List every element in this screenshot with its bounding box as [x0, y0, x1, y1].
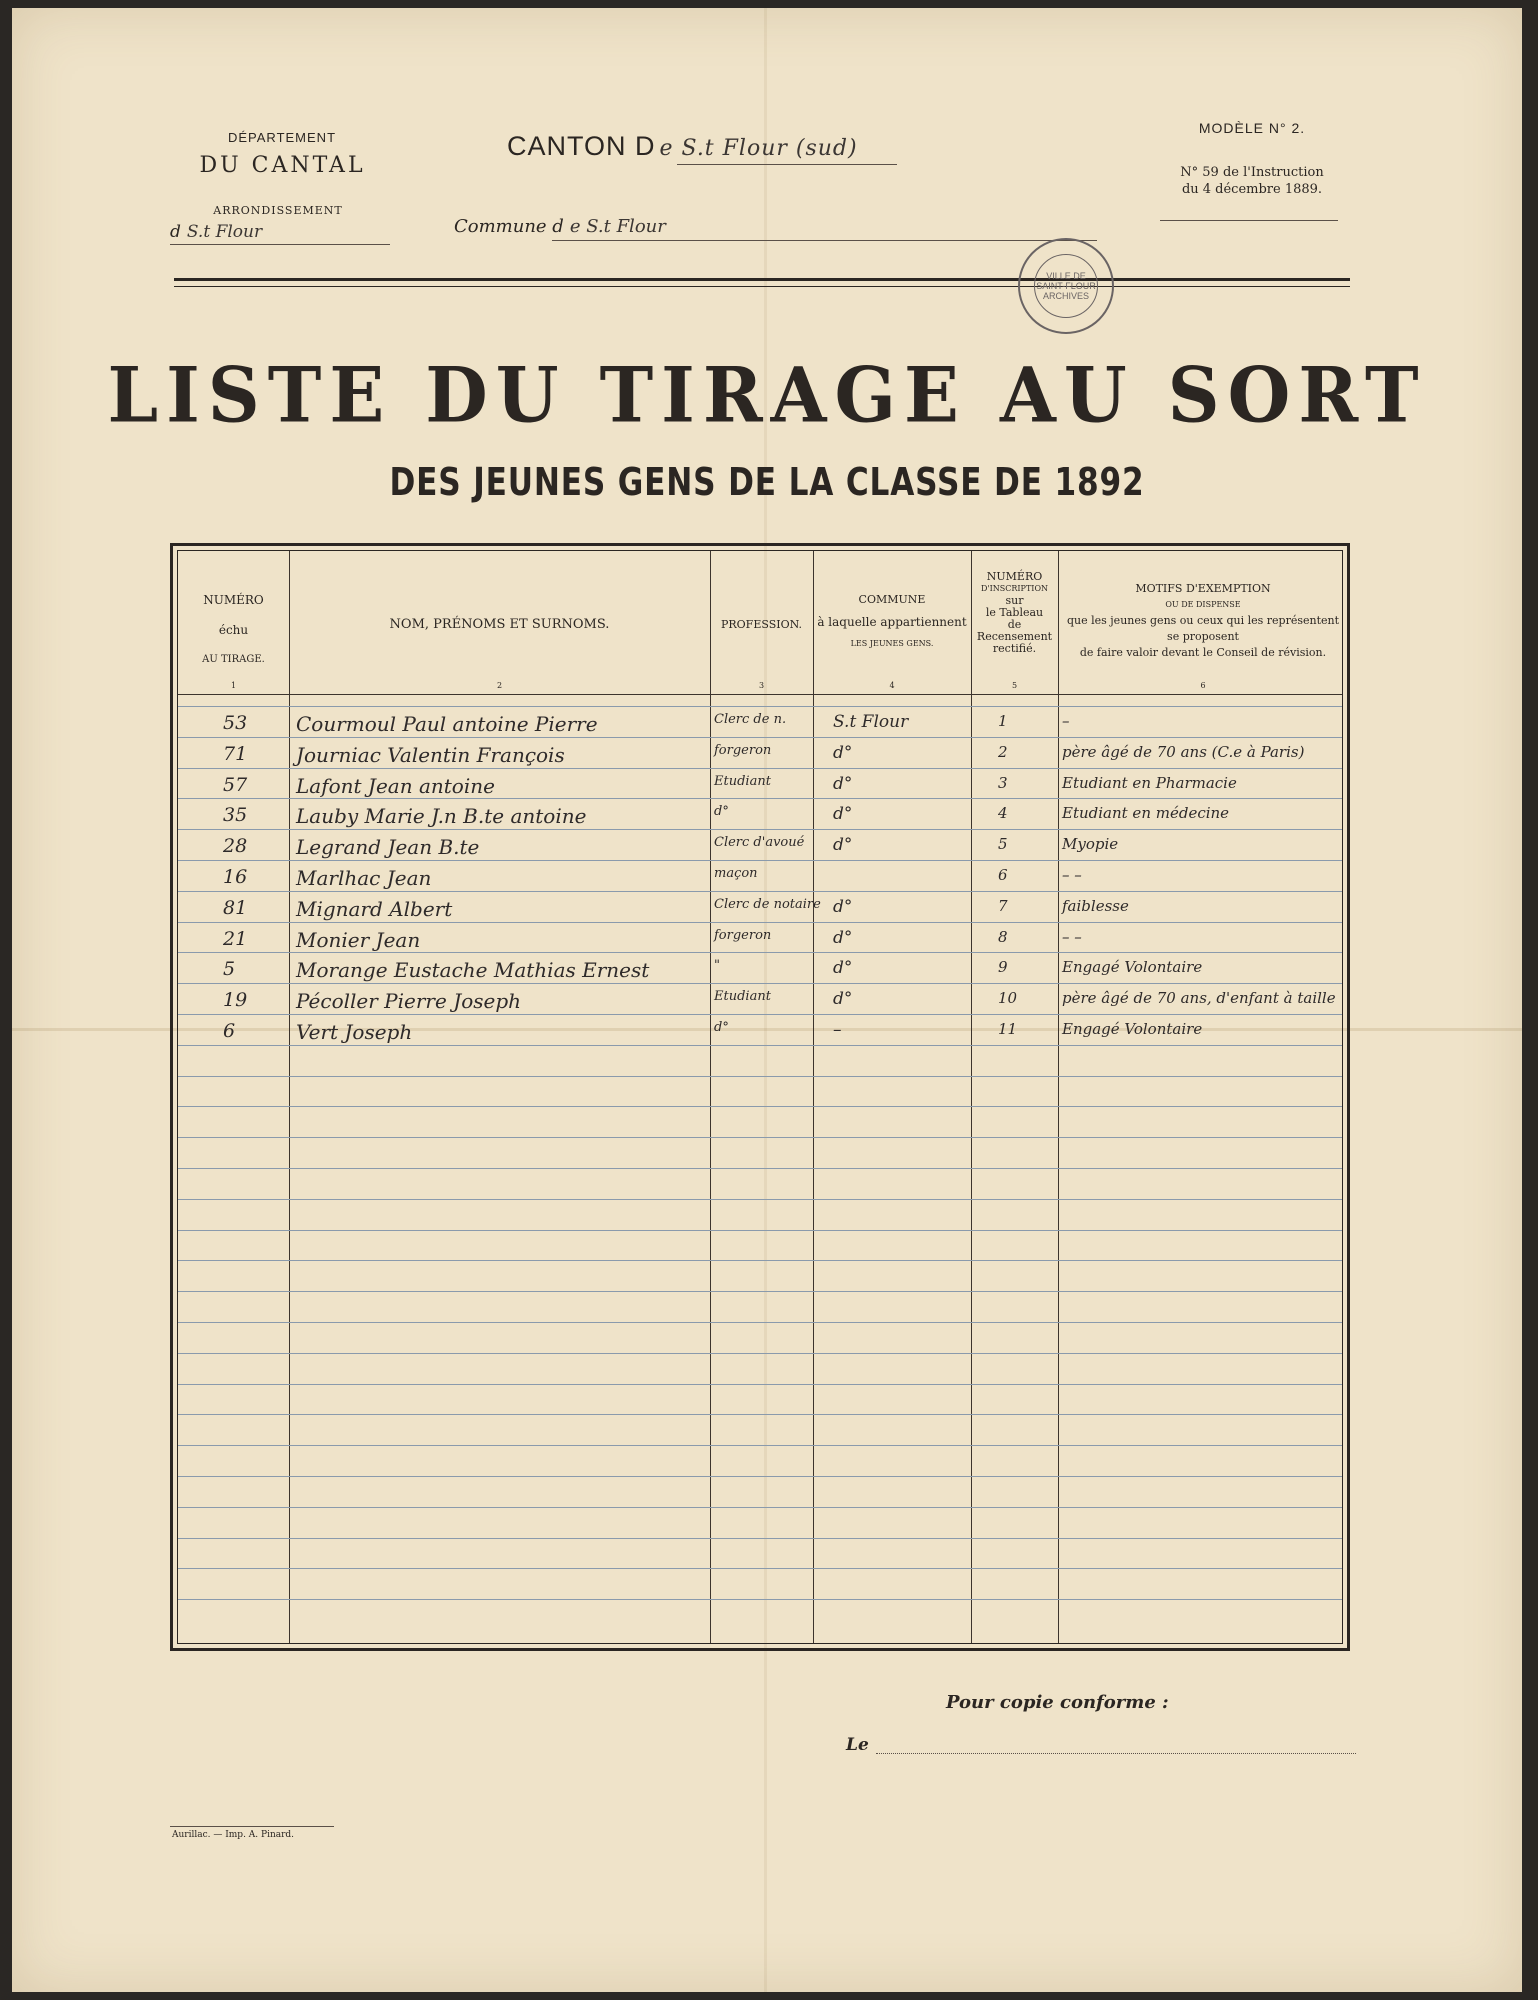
- cell-insc: 4: [998, 804, 1008, 822]
- table-row: [178, 710, 1342, 741]
- cell-num: 28: [223, 835, 248, 857]
- ruled-line: [178, 1476, 1342, 1477]
- col-header-commune-3: LES JEUNES GENS.: [850, 639, 934, 648]
- col-header-inscription-6: Recensement: [976, 630, 1053, 643]
- cell-name: Mignard Albert: [296, 897, 453, 921]
- cell-num: 81: [223, 897, 248, 919]
- ruled-line: [178, 1322, 1342, 1323]
- table-row: [178, 833, 1342, 864]
- cell-num: 5: [223, 958, 236, 980]
- table-row: [178, 741, 1342, 772]
- instruction-underline: [1160, 220, 1338, 221]
- col-header-inscription-3: sur: [1005, 594, 1024, 607]
- cell-comm: d°: [833, 989, 853, 1009]
- ruled-line: [178, 1137, 1342, 1138]
- table-row: [178, 864, 1342, 895]
- cell-comm: d°: [833, 774, 853, 794]
- ruled-line: [178, 1445, 1342, 1446]
- ruled-line: [178, 1260, 1342, 1261]
- cell-num: 19: [223, 989, 248, 1011]
- ruled-line: [178, 1538, 1342, 1539]
- cell-comm: d°: [833, 743, 853, 763]
- canton-value: e S.t Flour (sud): [659, 136, 858, 161]
- table-row: [178, 802, 1342, 833]
- cell-name: Marlhac Jean: [296, 866, 432, 890]
- ruled-line: [178, 1414, 1342, 1415]
- col-number-2: 2: [496, 681, 503, 690]
- cell-insc: 8: [998, 928, 1008, 946]
- cell-num: 35: [223, 804, 248, 826]
- cell-name: Courmoul Paul antoine Pierre: [296, 712, 598, 736]
- archive-stamp-text: VILLE DE SAINT-FLOUR ARCHIVES: [1034, 254, 1098, 318]
- cell-insc: 1: [998, 712, 1008, 730]
- cell-name: Vert Joseph: [296, 1020, 413, 1044]
- ruled-line: [178, 1384, 1342, 1385]
- table-row: [178, 1018, 1342, 1049]
- col-header-motifs-5: de faire valoir devant le Conseil de révision.: [1079, 646, 1327, 659]
- commune-label: Commune d: [454, 216, 564, 237]
- cell-motif: faiblesse: [1062, 897, 1129, 915]
- instruction-reference: [1152, 164, 1352, 198]
- cell-comm: d°: [833, 897, 853, 917]
- col-header-inscription-1: NUMÉRO: [986, 570, 1043, 583]
- ruled-line: [178, 1599, 1342, 1600]
- instruction-line-1: N° 59 de l'Instruction: [1180, 165, 1324, 180]
- cell-num: 16: [223, 866, 248, 888]
- col-header-motifs-2: OU DE DISPENSE: [1165, 600, 1241, 609]
- cell-motif: Engagé Volontaire: [1062, 1020, 1203, 1038]
- cell-comm: d°: [833, 958, 853, 978]
- imprint-rule: [170, 1826, 334, 1827]
- register-table-inner: [177, 550, 1343, 1644]
- col-header-motifs-1: MOTIFS D'EXEMPTION: [1135, 582, 1271, 595]
- col-header-profession: PROFESSION.: [720, 618, 803, 631]
- cell-motif: – –: [1062, 866, 1082, 884]
- cell-num: 6: [223, 1020, 236, 1042]
- ruled-line: [178, 1076, 1342, 1077]
- cell-prof: Etudiant: [714, 989, 771, 1004]
- cell-prof: forgeron: [714, 743, 772, 758]
- cell-prof: maçon: [714, 866, 758, 881]
- document-subtitle: DES JEUNES GENS DE LA CLASSE DE 1892: [389, 460, 1145, 504]
- printer-imprint: Aurillac. — Imp. A. Pinard.: [172, 1830, 295, 1840]
- cell-motif: – –: [1062, 928, 1082, 946]
- cell-prof: Clerc de notaire: [714, 897, 821, 912]
- commune-underline: [552, 240, 1097, 241]
- cell-motif: –: [1062, 712, 1070, 730]
- ruled-line: [178, 1230, 1342, 1231]
- cell-num: 57: [223, 774, 248, 796]
- cell-insc: 2: [998, 743, 1008, 761]
- table-row: [178, 895, 1342, 926]
- arrondissement-prefix: d: [170, 222, 181, 242]
- cell-prof: d°: [714, 1020, 729, 1035]
- arrondissement-value: S.t Flour: [186, 222, 263, 242]
- date-label: Le: [846, 1735, 869, 1755]
- cell-motif: Etudiant en médecine: [1062, 804, 1230, 822]
- cell-name: Lafont Jean antoine: [296, 774, 495, 798]
- col-number-1: 1: [230, 681, 237, 690]
- canton-label: CANTON D: [507, 131, 656, 161]
- cell-prof: Clerc de n.: [714, 712, 787, 727]
- cell-name: Journiac Valentin François: [296, 743, 565, 767]
- col-header-commune: [813, 589, 971, 655]
- col-header-commune-2: à laquelle appartiennent: [817, 615, 967, 629]
- document-title: LISTE DU TIRAGE AU SORT: [107, 349, 1427, 440]
- ruled-line: [178, 1507, 1342, 1508]
- table-row: [178, 772, 1342, 803]
- date-line: [876, 1753, 1356, 1754]
- ruled-line: [178, 1168, 1342, 1169]
- col-header-motifs-3: que les jeunes gens ou ceux qui les représentent: [1066, 614, 1340, 627]
- cell-prof: forgeron: [714, 928, 772, 943]
- canton-field: [507, 131, 858, 162]
- cell-motif: père âgé de 70 ans, d'enfant à taille: [1062, 989, 1336, 1007]
- col-number-6: 6: [1200, 681, 1206, 690]
- commune-value: e S.t Flour: [569, 216, 666, 237]
- col-header-numero: [178, 585, 289, 675]
- cell-insc: 3: [998, 774, 1008, 792]
- cell-insc: 9: [998, 958, 1008, 976]
- col-number-4: 4: [889, 681, 895, 690]
- col-header-inscription-2: D'INSCRIPTION: [981, 584, 1048, 593]
- col-header-inscription-4: le Tableau: [985, 606, 1044, 619]
- col-header-motifs-4: se proposent: [1167, 630, 1239, 643]
- departement-label: DÉPARTEMENT: [227, 130, 337, 145]
- cell-comm: –: [833, 1020, 842, 1040]
- col-header-numero-3: AU TIRAGE.: [202, 654, 265, 665]
- table-row: [178, 926, 1342, 957]
- ruled-line: [178, 706, 1342, 707]
- instruction-line-2: du 4 décembre 1889.: [1181, 182, 1323, 197]
- header-rule-thin: [174, 286, 1350, 287]
- cell-motif: Etudiant en Pharmacie: [1062, 774, 1237, 792]
- cell-comm: d°: [833, 928, 853, 948]
- copie-conforme-label: Pour copie conforme :: [946, 1692, 1169, 1713]
- departement-name: DU CANTAL: [199, 153, 366, 178]
- modele-number: MODÈLE N° 2.: [1198, 120, 1306, 136]
- ruled-line: [178, 1568, 1342, 1569]
- col-header-nom: NOM, PRÉNOMS ET SURNOMS.: [389, 617, 610, 632]
- cell-name: Monier Jean: [296, 928, 421, 952]
- cell-insc: 7: [998, 897, 1008, 915]
- register-table: [170, 543, 1350, 1651]
- col-header-numero-1: NUMÉRO: [203, 593, 264, 607]
- cell-insc: 6: [998, 866, 1008, 884]
- cell-prof: ": [714, 958, 720, 973]
- cell-insc: 5: [998, 835, 1008, 853]
- cell-prof: Etudiant: [714, 774, 771, 789]
- col-header-motifs: [1058, 581, 1348, 661]
- cell-prof: d°: [714, 804, 729, 819]
- cell-num: 21: [223, 928, 248, 950]
- col-header-inscription: [971, 571, 1058, 655]
- col-header-inscription-7: rectifié.: [992, 642, 1037, 655]
- cell-comm: d°: [833, 835, 853, 855]
- col-header-numero-2: échu: [218, 623, 249, 637]
- document-page: [12, 8, 1522, 1992]
- archive-stamp: [1018, 238, 1114, 334]
- col-number-5: 5: [1011, 681, 1018, 690]
- table-row: [178, 987, 1342, 1018]
- cell-comm: S.t Flour: [833, 712, 909, 732]
- arrondissement-field: [170, 222, 390, 245]
- cell-name: Legrand Jean B.te: [296, 835, 480, 859]
- table-row: [178, 956, 1342, 987]
- cell-insc: 11: [998, 1020, 1018, 1038]
- ruled-line: [178, 1291, 1342, 1292]
- cell-num: 53: [223, 712, 248, 734]
- cell-motif: Myopie: [1062, 835, 1119, 853]
- cell-motif: Engagé Volontaire: [1062, 958, 1203, 976]
- col-number-3: 3: [758, 681, 765, 690]
- cell-name: Lauby Marie J.n B.te antoine: [296, 804, 587, 828]
- cell-prof: Clerc d'avoué: [714, 835, 805, 850]
- header-rule-thick: [174, 278, 1350, 281]
- ruled-line: [178, 1106, 1342, 1107]
- arrondissement-label: ARRONDISSEMENT: [213, 204, 343, 217]
- header-bottom-rule: [178, 694, 1342, 695]
- cell-name: Morange Eustache Mathias Ernest: [296, 958, 650, 982]
- cell-num: 71: [223, 743, 248, 765]
- commune-field: [454, 216, 666, 237]
- canton-underline: [677, 164, 897, 165]
- cell-insc: 10: [998, 989, 1018, 1007]
- cell-comm: d°: [833, 804, 853, 824]
- ruled-line: [178, 1199, 1342, 1200]
- ruled-line: [178, 1353, 1342, 1354]
- cell-name: Pécoller Pierre Joseph: [296, 989, 522, 1013]
- cell-motif: père âgé de 70 ans (C.e à Paris): [1062, 743, 1305, 761]
- col-header-commune-1: COMMUNE: [858, 593, 926, 606]
- col-header-inscription-5: de: [1007, 618, 1022, 631]
